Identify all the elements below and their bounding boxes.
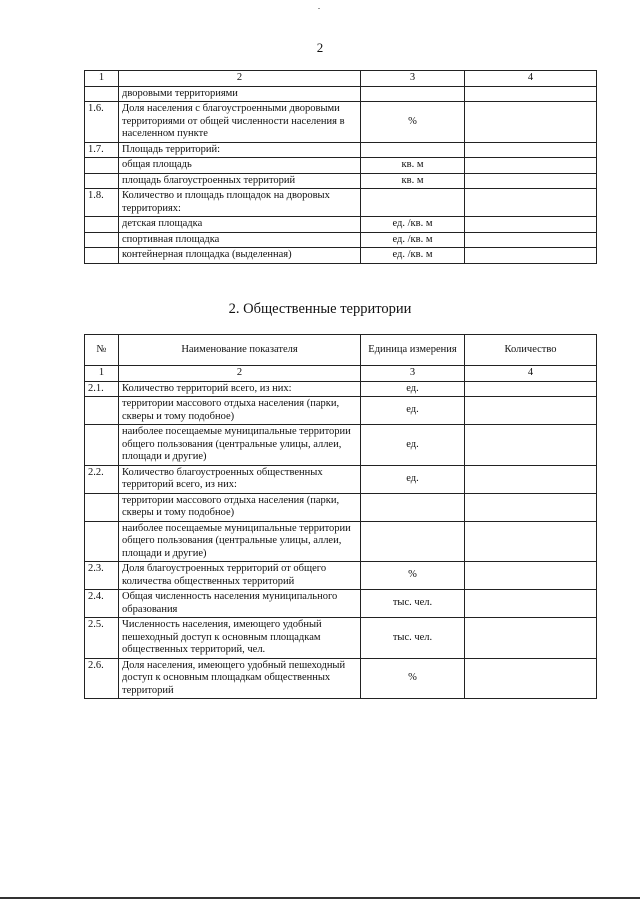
quantity-cell (465, 465, 597, 493)
row-number: 2.2. (85, 465, 119, 493)
quantity-cell (465, 232, 597, 248)
column-number-cell: 4 (465, 366, 597, 382)
col-header-number: № (85, 335, 119, 366)
row-number: 2.6. (85, 658, 119, 699)
table-row (85, 590, 597, 618)
quantity-cell (465, 189, 597, 217)
table-row (85, 86, 597, 102)
quantity-cell (465, 425, 597, 466)
row-number (85, 248, 119, 264)
indicator-name: Доля благоустроенных территорий от общего количества общественных территорий (119, 562, 361, 590)
table-row (85, 493, 597, 521)
column-number-cell: 1 (85, 366, 119, 382)
unit-cell (361, 142, 465, 158)
row-number: 1.8. (85, 189, 119, 217)
quantity-cell (465, 397, 597, 425)
indicator-name: Общая численность населения муниципального образования (119, 590, 361, 618)
indicator-name: общая площадь (119, 158, 361, 174)
col-header-name: Наименование показателя (119, 335, 361, 366)
unit-cell: ед. (361, 381, 465, 397)
indicator-name: дворовыми территориями (119, 86, 361, 102)
row-number: 1.6. (85, 102, 119, 143)
quantity-cell (465, 142, 597, 158)
column-number-cell: 3 (361, 366, 465, 382)
indicators-table-yards (84, 70, 597, 264)
row-number (85, 217, 119, 233)
table-row (85, 232, 597, 248)
indicator-name: Количество территорий всего, из них: (119, 381, 361, 397)
row-number: 1.7. (85, 142, 119, 158)
quantity-cell (465, 381, 597, 397)
column-number-cell: 2 (119, 366, 361, 382)
quantity-cell (465, 562, 597, 590)
table-row (85, 618, 597, 659)
quantity-cell (465, 102, 597, 143)
quantity-cell (465, 658, 597, 699)
indicator-name: Площадь территорий: (119, 142, 361, 158)
indicator-name: Численность населения, имеющего удобный пешеходный доступ к основным площадкам общественных территорий, чел. (119, 618, 361, 659)
column-number-cell: 1 (85, 71, 119, 87)
indicator-name: детская площадка (119, 217, 361, 233)
table-row (85, 248, 597, 264)
table-row (85, 217, 597, 233)
scan-speck (318, 8, 320, 9)
unit-cell: % (361, 562, 465, 590)
table-row (85, 158, 597, 174)
table-row (85, 397, 597, 425)
quantity-cell (465, 173, 597, 189)
quantity-cell (465, 158, 597, 174)
row-number (85, 173, 119, 189)
unit-cell: % (361, 102, 465, 143)
row-number (85, 425, 119, 466)
unit-cell: ед. /кв. м (361, 217, 465, 233)
unit-cell: % (361, 658, 465, 699)
table-row (85, 658, 597, 699)
row-number: 2.4. (85, 590, 119, 618)
indicator-name: Количество и площадь площадок на дворовых территориях: (119, 189, 361, 217)
unit-cell: ед. (361, 425, 465, 466)
indicator-name: Количество благоустроенных общественных территорий всего, из них: (119, 465, 361, 493)
indicator-name: контейнерная площадка (выделенная) (119, 248, 361, 264)
table-row (85, 521, 597, 562)
column-headers-row (85, 335, 597, 366)
indicator-name: спортивная площадка (119, 232, 361, 248)
row-number: 2.1. (85, 381, 119, 397)
quantity-cell (465, 248, 597, 264)
row-number (85, 86, 119, 102)
indicator-name: территории массового отдыха населения (парки, скверы и тому подобное) (119, 397, 361, 425)
unit-cell (361, 493, 465, 521)
indicator-name: наиболее посещаемые муниципальные территории общего пользования (центральные улицы, аллеи, площади и другие) (119, 425, 361, 466)
page-number: 2 (316, 40, 324, 55)
unit-cell: ед. (361, 465, 465, 493)
table-row (85, 562, 597, 590)
row-number (85, 397, 119, 425)
row-number (85, 521, 119, 562)
quantity-cell (465, 521, 597, 562)
unit-cell: ед. /кв. м (361, 232, 465, 248)
row-number (85, 493, 119, 521)
table-row (85, 102, 597, 143)
unit-cell (361, 86, 465, 102)
column-number-cell: 2 (119, 71, 361, 87)
quantity-cell (465, 618, 597, 659)
col-header-quantity: Количество (465, 335, 597, 366)
table-row (85, 142, 597, 158)
indicator-name: наиболее посещаемые муниципальные территории общего пользования (центральные улицы, аллеи, площади и другие) (119, 521, 361, 562)
table-row (85, 381, 597, 397)
indicator-name: Доля населения, имеющего удобный пешеходный доступ к основным площадкам общественных территорий (119, 658, 361, 699)
quantity-cell (465, 493, 597, 521)
quantity-cell (465, 217, 597, 233)
unit-cell: ед. /кв. м (361, 248, 465, 264)
table-row (85, 173, 597, 189)
table-row (85, 425, 597, 466)
indicator-name: площадь благоустроенных территорий (119, 173, 361, 189)
quantity-cell (465, 86, 597, 102)
column-number-row (85, 71, 597, 87)
scan-edge-line (0, 897, 640, 899)
unit-cell: кв. м (361, 158, 465, 174)
column-number-cell: 4 (465, 71, 597, 87)
row-number (85, 232, 119, 248)
row-number (85, 158, 119, 174)
unit-cell: тыс. чел. (361, 618, 465, 659)
unit-cell: тыс. чел. (361, 590, 465, 618)
indicator-name: Доля населения с благоустроенными дворовыми территориями от общей численности населения в населенном пункте (119, 102, 361, 143)
unit-cell: ед. (361, 397, 465, 425)
unit-cell: кв. м (361, 173, 465, 189)
unit-cell (361, 189, 465, 217)
indicator-name: территории массового отдыха населения (парки, скверы и тому подобное) (119, 493, 361, 521)
column-number-row (85, 366, 597, 382)
quantity-cell (465, 590, 597, 618)
row-number: 2.5. (85, 618, 119, 659)
indicators-table-public (84, 334, 597, 699)
unit-cell (361, 521, 465, 562)
column-number-cell: 3 (361, 71, 465, 87)
col-header-unit: Единица измерения (361, 335, 465, 366)
section-title: 2. Общественные территории (228, 301, 412, 317)
table-row (85, 189, 597, 217)
row-number: 2.3. (85, 562, 119, 590)
table-row (85, 465, 597, 493)
